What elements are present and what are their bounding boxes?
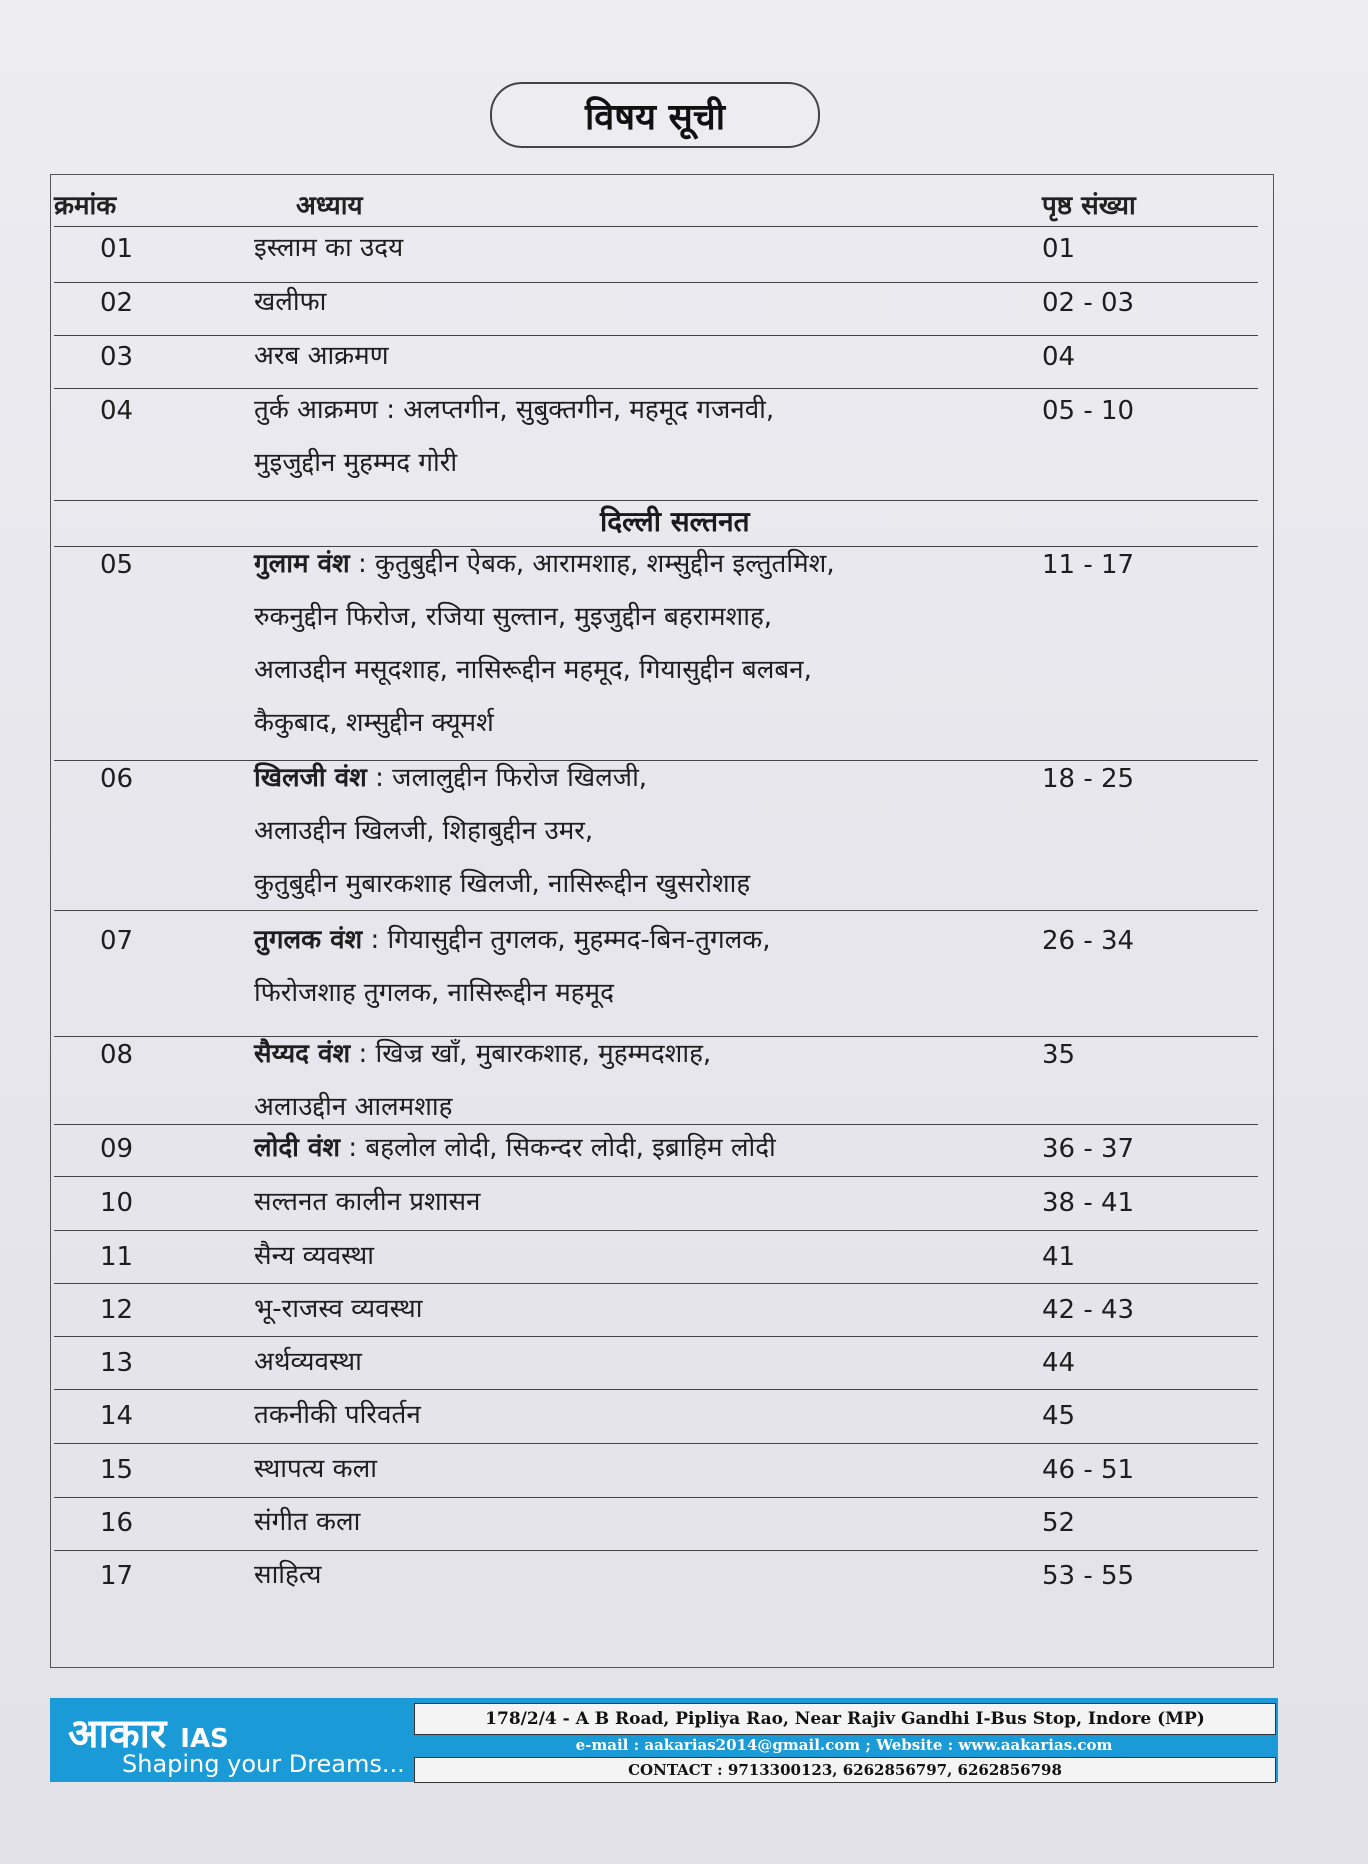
chapter-title-line: कैकुबाद, शम्सुद्दीन क्यूमर्श (254, 708, 494, 738)
brand-tagline: Shaping your Dreams... (122, 1750, 405, 1778)
chapter-title (254, 1176, 480, 1229)
page-range: 45 (1042, 1401, 1076, 1431)
row-number: 06 (100, 764, 134, 794)
page-range: 41 (1042, 1242, 1076, 1272)
page-range: 44 (1042, 1348, 1076, 1378)
page-range: 04 (1042, 342, 1076, 372)
page-title: विषय सूची (490, 82, 820, 148)
chapter-title-line: संगीत कला (254, 1507, 361, 1537)
row-number: 02 (100, 288, 134, 318)
chapter-title-line: रुकनुद्दीन फिरोज, रजिया सुल्तान, मुइजुद्दीन बहरामशाह, (254, 602, 773, 632)
brand-name: आकार IAS (68, 1711, 229, 1757)
row-divider (54, 1124, 1258, 1125)
chapter-title-line: कुतुबुद्दीन मुबारकशाह खिलजी, नासिरूद्दीन खुसरोशाह (254, 869, 751, 899)
dynasty-label: गुलाम वंश (254, 549, 350, 579)
dynasty-label: लोदी वंश (254, 1133, 341, 1163)
page-range: 46 - 51 (1042, 1455, 1135, 1485)
chapter-title-line: खिलजी वंश : जलालुद्दीन फिरोज खिलजी, (254, 763, 648, 793)
row-number: 01 (100, 234, 134, 264)
chapter-title (254, 1496, 360, 1549)
row-divider (54, 1176, 1258, 1177)
footer-contact: CONTACT : 9713300123, 6262856797, 6262856798 (414, 1757, 1276, 1783)
row-number: 09 (100, 1134, 134, 1164)
chapter-title-line: मुइजुद्दीन मुहम्मद गोरी (254, 448, 458, 478)
page-range: 52 (1042, 1508, 1076, 1538)
row-divider (54, 1036, 1258, 1037)
page-range: 01 (1042, 234, 1076, 264)
chapter-title-line: अर्थव्यवस्था (254, 1347, 362, 1377)
chapter-title-line: अलाउद्दीन मसूदशाह, नासिरूद्दीन महमूद, गियासुद्दीन बलबन, (254, 655, 812, 685)
row-number: 03 (100, 342, 134, 372)
page-range: 26 - 34 (1042, 926, 1135, 956)
chapter-title (254, 1549, 321, 1602)
row-number: 04 (100, 396, 134, 426)
row-divider (54, 1230, 1258, 1231)
header-chapter: अध्याय (296, 191, 363, 221)
row-number: 13 (100, 1348, 134, 1378)
row-number: 10 (100, 1188, 134, 1218)
chapter-title (254, 1122, 776, 1175)
chapter-title-line: इस्लाम का उदय (254, 233, 404, 263)
chapter-title-line: अलाउद्दीन खिलजी, शिहाबुद्दीन उमर, (254, 816, 594, 846)
row-divider (54, 500, 1258, 501)
chapter-title-line: अलाउद्दीन आलमशाह (254, 1092, 453, 1122)
page-range: 05 - 10 (1042, 396, 1135, 426)
chapter-title (254, 1028, 711, 1134)
brand-logo (58, 1702, 408, 1778)
row-divider (54, 282, 1258, 283)
chapter-title-line: सल्तनत कालीन प्रशासन (254, 1187, 481, 1217)
row-number: 05 (100, 550, 134, 580)
page-range: 02 - 03 (1042, 288, 1135, 318)
chapter-title-line: तकनीकी परिवर्तन (254, 1400, 421, 1430)
chapter-title (254, 222, 403, 275)
row-number: 08 (100, 1040, 134, 1070)
chapter-title (254, 384, 774, 490)
row-divider (54, 388, 1258, 389)
chapter-title-line: सैय्यद वंश : खिज्र खाँ, मुबारकशाह, मुहम्मदशाह, (254, 1039, 712, 1069)
chapter-title-line: साहित्य (254, 1560, 322, 1590)
chapter-title (254, 1283, 423, 1336)
chapter-title (254, 1443, 377, 1496)
page-range: 36 - 37 (1042, 1134, 1135, 1164)
page-range: 35 (1042, 1040, 1076, 1070)
chapter-title (254, 1389, 421, 1442)
footer-address: 178/2/4 - A B Road, Pipliya Rao, Near Rajiv Gandhi I-Bus Stop, Indore (MP) (414, 1703, 1276, 1735)
chapter-title (254, 1336, 362, 1389)
header-page: पृष्ठ संख्या (1042, 191, 1136, 221)
row-divider (54, 1443, 1258, 1444)
row-divider (54, 1336, 1258, 1337)
page-range: 11 - 17 (1042, 550, 1135, 580)
dynasty-label: तुगलक वंश (254, 925, 363, 955)
page-range: 38 - 41 (1042, 1188, 1135, 1218)
row-number: 17 (100, 1561, 134, 1591)
page-range: 53 - 55 (1042, 1561, 1135, 1591)
row-number: 15 (100, 1455, 134, 1485)
footer-email-website: e-mail : aakarias2014@gmail.com ; Website : www.aakarias.com (575, 1736, 1113, 1754)
chapter-title (254, 538, 835, 750)
chapter-title-line: भू-राजस्व व्यवस्था (254, 1294, 423, 1324)
section-heading: दिल्ली सल्तनत (600, 505, 750, 538)
row-divider (54, 1497, 1258, 1498)
page-range: 42 - 43 (1042, 1295, 1135, 1325)
chapter-title-line: गुलाम वंश : कुतुबुद्दीन ऐबक, आरामशाह, शम्सुद्दीन इल्तुतमिश, (254, 549, 835, 579)
row-divider (54, 760, 1258, 761)
chapter-title (254, 276, 326, 329)
chapter-title-line: स्थापत्य कला (254, 1454, 377, 1484)
header-serial: क्रमांक (54, 191, 117, 221)
dynasty-label: सैय्यद वंश (254, 1039, 351, 1069)
row-number: 07 (100, 926, 134, 956)
chapter-title-line: तुर्क आक्रमण : अलप्तगीन, सुबुक्तगीन, महमूद गजनवी, (254, 395, 775, 425)
row-divider (54, 910, 1258, 911)
row-number: 14 (100, 1401, 134, 1431)
chapter-title-line: खलीफा (254, 287, 327, 317)
row-number: 12 (100, 1295, 134, 1325)
chapter-title (254, 1230, 374, 1283)
chapter-title-line: अरब आक्रमण (254, 341, 389, 371)
row-number: 11 (100, 1242, 134, 1272)
chapter-title (254, 914, 770, 1020)
row-divider (54, 1283, 1258, 1284)
row-divider (54, 1389, 1258, 1390)
chapter-title-line: सैन्य व्यवस्था (254, 1241, 374, 1271)
row-number: 16 (100, 1508, 134, 1538)
chapter-title-line: तुगलक वंश : गियासुद्दीन तुगलक, मुहम्मद-बिन-तुगलक, (254, 925, 771, 955)
page-range: 18 - 25 (1042, 764, 1135, 794)
chapter-title-line: फिरोजशाह तुगलक, नासिरूद्दीन महमूद (254, 978, 614, 1008)
chapter-title (254, 330, 389, 383)
header-divider (54, 226, 1258, 227)
chapter-title (254, 752, 750, 911)
row-divider (54, 1550, 1258, 1551)
chapter-title-line: लोदी वंश : बहलोल लोदी, सिकन्दर लोदी, इब्राहिम लोदी (254, 1133, 776, 1163)
dynasty-label: खिलजी वंश (254, 763, 367, 793)
row-divider (54, 546, 1258, 547)
row-divider (54, 335, 1258, 336)
